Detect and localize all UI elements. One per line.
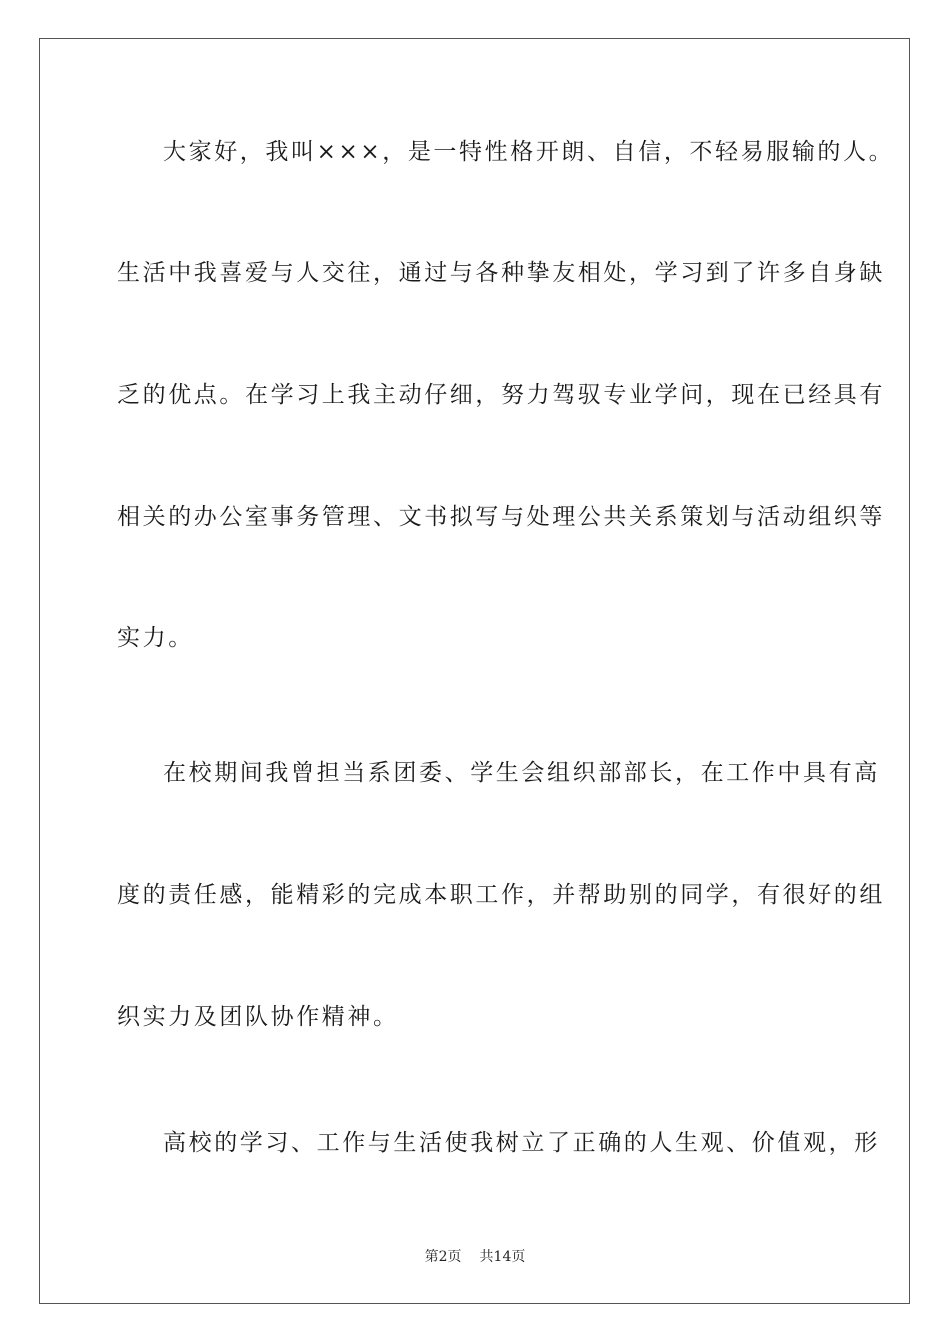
- page-border: [39, 38, 910, 1304]
- paragraph-2-line-2: 度的责任感，能精彩的完成本职工作，并帮助别的同学，有很好的组: [117, 882, 885, 908]
- paragraph-1-line-4: 相关的办公室事务管理、文书拟写与处理公共关系策划与活动组织等: [117, 504, 885, 530]
- paragraph-1-line-3: 乏的优点。在学习上我主动仔细，努力驾驭专业学问，现在已经具有: [117, 382, 885, 408]
- paragraph-1-line-5: 实力。: [117, 625, 194, 651]
- paragraph-3-line-1: 高校的学习、工作与生活使我树立了正确的人生观、价值观，形: [163, 1130, 880, 1156]
- paragraph-2-line-1: 在校期间我曾担当系团委、学生会组织部部长，在工作中具有高: [163, 760, 880, 786]
- page-total: 共14页: [479, 1249, 526, 1265]
- paragraph-2-line-3: 织实力及团队协作精神。: [117, 1004, 399, 1030]
- paragraph-1-line-2: 生活中我喜爱与人交往，通过与各种挚友相处，学习到了许多自身缺: [117, 260, 885, 286]
- paragraph-1-line-1: 大家好，我叫×××，是一特性格开朗、自信，不轻易服输的人。: [163, 139, 895, 165]
- page-footer: [0, 1248, 950, 1266]
- page-number: 第2页: [424, 1249, 462, 1265]
